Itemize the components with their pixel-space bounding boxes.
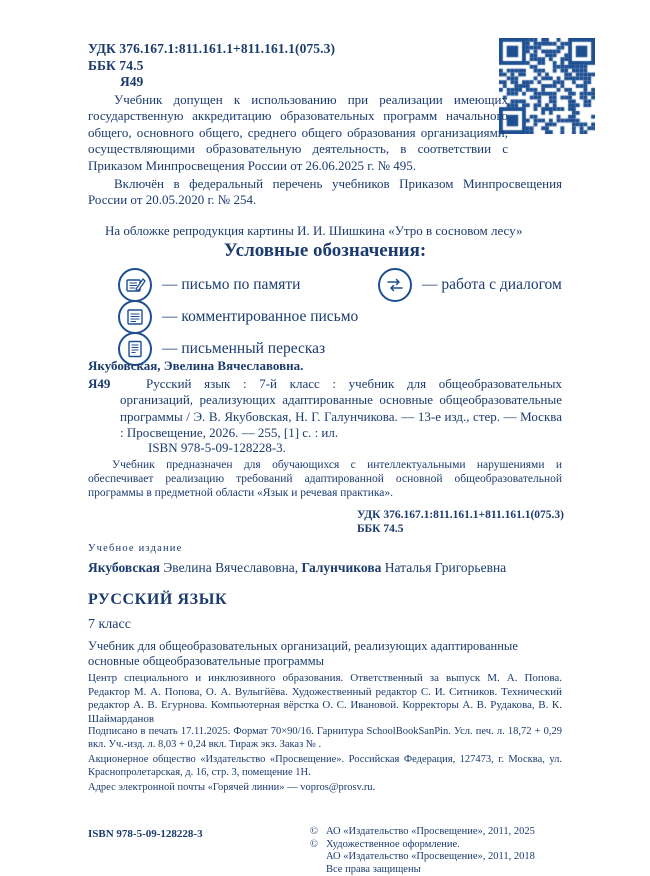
imprint-authors [88, 560, 506, 576]
copyright-row [310, 864, 535, 876]
copyright-row [310, 839, 535, 852]
bbk-code-repeat: ББК 74.5 [356, 523, 404, 535]
catalog-index-top: Я49 [120, 74, 144, 89]
copyright-symbol: © [310, 838, 318, 850]
legend-title: Условные обозначения: [223, 240, 427, 261]
author-2-last: Галунчикова [301, 560, 382, 575]
qr-code[interactable] [499, 38, 595, 134]
legend-item-dialog-work [378, 268, 562, 302]
legend-item-memory-writing [118, 268, 300, 302]
copyright-symbol [310, 851, 326, 864]
copyright-text: Все права защищены [326, 863, 421, 875]
editorial-credits: Центр специального и инклюзивного образования. Ответственный за выпуск М. А. Попова. Редактор М. А. Попова, О. А. Вулыгйёва. Художественный редактор С. И. Ситников. Технический редактор А. В. Егурнова. Компьютерная вёрстка О. С. Ивановой. Корректоры А. В. Рудакова, В. К. Шаймарданов [88, 672, 562, 725]
udk-code-repeat: УДК 376.167.1:811.161.1+811.161.1(075.3) [356, 509, 564, 521]
publisher-address: Акционерное общество «Издательство «Просвещение». Российская Федерация, 127473, г. Москва, ул. Краснопролетарская, д. 16, стр. 3, помещение 1Н. [88, 754, 562, 778]
author-1-last: Якубовская [88, 560, 160, 575]
printing-details: Подписано в печать 17.11.2025. Формат 70×90/16. Гарнитура SchoolBookSanPin. Усл. печ. л. 18,72 + 0,29 вкл. Уч.-изд. л. 8,03 + 0,24 вкл. Тираж экз. Заказ № . [88, 726, 562, 750]
bbk-code: ББК 74.5 [88, 58, 144, 73]
bibliography-author: Якубовская, Эвелина Вячеславовна. [88, 358, 304, 373]
legend-label: — работа с диалогом [422, 276, 562, 293]
copyright-symbol [310, 864, 326, 876]
dialog-arrows-icon [378, 268, 412, 302]
udk-bbk-block [88, 40, 335, 74]
legend-item-commented-writing [118, 300, 358, 334]
copyright-row [310, 851, 535, 864]
hotline-email: Адрес электронной почты «Горячей линии» — vopros@prosv.ru. [88, 782, 376, 793]
legend-label: — комментированное письмо [162, 308, 359, 325]
copyright-symbol: © [310, 826, 318, 837]
annotation-paragraph: Учебник предназначен для обучающихся с интеллектуальными нарушениями и обеспечивает реализацию требований адаптированной основной общеобразовательной программы в предметной области «Язык и речевая практика». [88, 459, 562, 500]
federal-list-paragraph: Включён в федеральный перечень учебников Приказом Минпросвещения России от 20.05.2020 г. № 254. [88, 176, 562, 208]
author-1-rest: Эвелина Вячеславовна, [163, 560, 299, 575]
approval-paragraph: Учебник допущен к использованию при реализации имеющих государственную аккредитацию образовательных программ начального общего, основного общего, среднего общего образования организациями, осуществляющими образовательную деятельность, в соответствии с Приказом Минпросвещения России от 26.06.2025 г. № 495. [88, 92, 508, 173]
cover-artwork-note: На обложке репродукция картины И. И. Шишкина «Утро в сосновом лесу» [105, 223, 523, 238]
bibliography-isbn: ISBN 978-5-09-128228-3. [148, 440, 286, 455]
book-subtitle: Учебник для общеобразовательных организаций, реализующих адаптированные основные общеобразовательные программы [88, 639, 518, 668]
book-title: РУССКИЙ ЯЗЫК [88, 591, 228, 608]
udk-code: УДК 376.167.1:811.161.1+811.161.1(075.3) [88, 41, 336, 56]
copyright-text: Художественное оформление. [326, 838, 460, 850]
book-pen-icon [118, 300, 152, 334]
copyright-text: АО «Издательство «Просвещение», 2011, 2025 [326, 826, 535, 837]
udk-bbk-repeat [357, 508, 564, 536]
copyright-row [310, 826, 535, 839]
author-2-rest: Наталья Григорьевна [384, 560, 507, 575]
legend-label: — письменный пересказ [162, 340, 326, 357]
legend-label: — письмо по памяти [162, 276, 301, 293]
bibliography-description: Русский язык : 7-й класс : учебник для общеобразовательных организаций, реализующих адаптированные основные общеобразовательные программы / Э. В. Якубовская, Н. Г. Галунчикова. — 13-е изд., стер. — Москва : Просвещение, 2026. — 255, [1] с. : ил. [120, 376, 562, 441]
bibliography-index: Я49 [88, 376, 111, 391]
footer-isbn: ISBN 978-5-09-128228-3 [88, 828, 203, 840]
copyright-block [310, 826, 535, 876]
copyright-text: АО «Издательство «Просвещение», 2011, 2018 [326, 851, 535, 863]
edition-label: Учебное издание [88, 543, 183, 554]
book-grade: 7 класс [88, 617, 131, 632]
pencil-notebook-icon [118, 268, 152, 302]
